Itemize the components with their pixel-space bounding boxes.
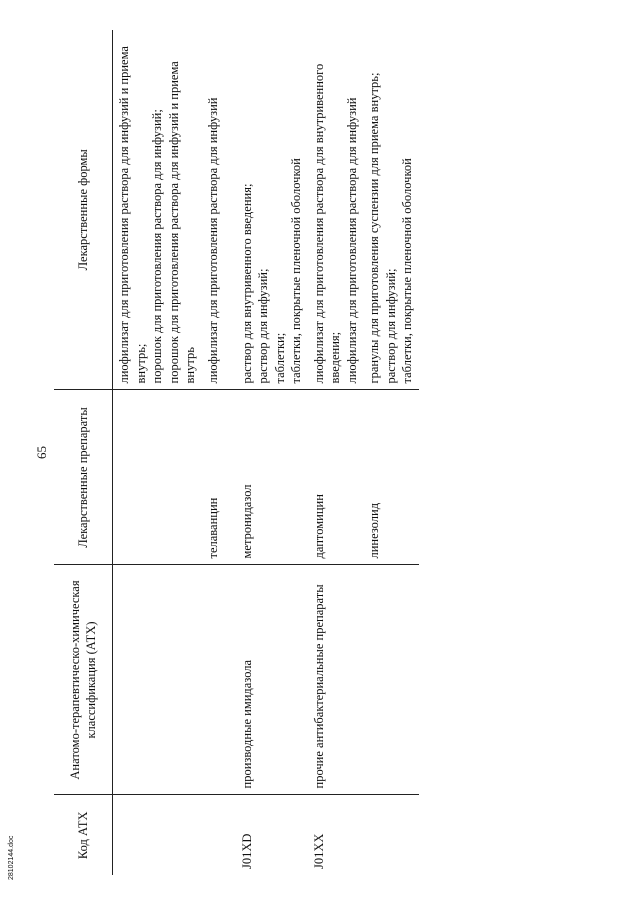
- cell-drug: даптомицин: [308, 390, 364, 565]
- cell-code: [202, 795, 236, 875]
- cell-classification: [113, 565, 202, 795]
- cell-drug: телаванцин: [202, 390, 236, 565]
- table-row: [236, 30, 308, 875]
- dosage-form-item: таблетки;: [272, 332, 287, 384]
- header-drugs: Лекарственные препараты: [54, 390, 113, 565]
- dosage-form-item: гранулы для приготовления суспензии для приема внутрь;: [367, 72, 381, 384]
- dosage-form-item: порошок для приготовления раствора для инфузий и приема внутрь: [166, 61, 197, 384]
- dosage-form-item: раствор для внутривенного введения;: [239, 183, 254, 384]
- cell-forms: [113, 30, 202, 390]
- dosage-form-item: лиофилизат для приготовления раствора для внутривенного введения;: [311, 63, 342, 384]
- cell-classification: производные имидазола: [236, 565, 308, 795]
- cell-classification: [202, 565, 236, 795]
- cell-code: J01XD: [239, 833, 254, 869]
- table-row: [202, 30, 236, 875]
- cell-forms: [202, 30, 236, 390]
- rotated-page: [28, 30, 618, 875]
- dosage-form-item: лиофилизат для приготовления раствора для инфузий: [344, 97, 359, 384]
- header-forms: Лекарственные формы: [54, 30, 113, 390]
- cell-code: [113, 795, 202, 875]
- cell-drug: [113, 390, 202, 565]
- cell-drug: линезолид: [363, 390, 419, 565]
- header-code: Код АТХ: [54, 795, 113, 875]
- table-row: [363, 30, 419, 875]
- cell-classification: [363, 565, 419, 795]
- header-classification: Анатомо-терапевтическо-химическая классификация (АТХ): [54, 565, 113, 795]
- cell-classification: прочие антибактериальные препараты: [308, 565, 364, 795]
- dosage-form-item: таблетки, покрытые пленочной оболочкой: [289, 158, 303, 384]
- cell-code: [363, 795, 419, 875]
- page-number: 65: [34, 446, 49, 459]
- cell-forms: [236, 30, 308, 390]
- cell-drug: метронидазол: [236, 390, 308, 565]
- table-header-row: [54, 30, 113, 875]
- table-row: [308, 30, 364, 875]
- dosage-form-item: таблетки, покрытые пленочной оболочкой: [400, 158, 414, 384]
- dosage-form-item: порошок для приготовления раствора для инфузий;: [150, 109, 164, 384]
- cell-forms: [363, 30, 419, 390]
- table-body: [113, 30, 419, 875]
- dosage-form-item: раствор для инфузий;: [256, 268, 270, 384]
- dosage-form-item: раствор для инфузий;: [383, 268, 398, 384]
- cell-code: J01XX: [311, 833, 326, 869]
- dosage-form-item: лиофилизат для приготовления раствора для инфузий: [205, 97, 220, 384]
- cell-forms: [308, 30, 364, 390]
- table-row: [113, 30, 202, 875]
- footer-filename: 28102144.doc: [8, 835, 15, 880]
- dosage-form-item: лиофилизат для приготовления раствора для инфузий и приема внутрь;: [117, 46, 148, 384]
- atc-table: [54, 30, 419, 875]
